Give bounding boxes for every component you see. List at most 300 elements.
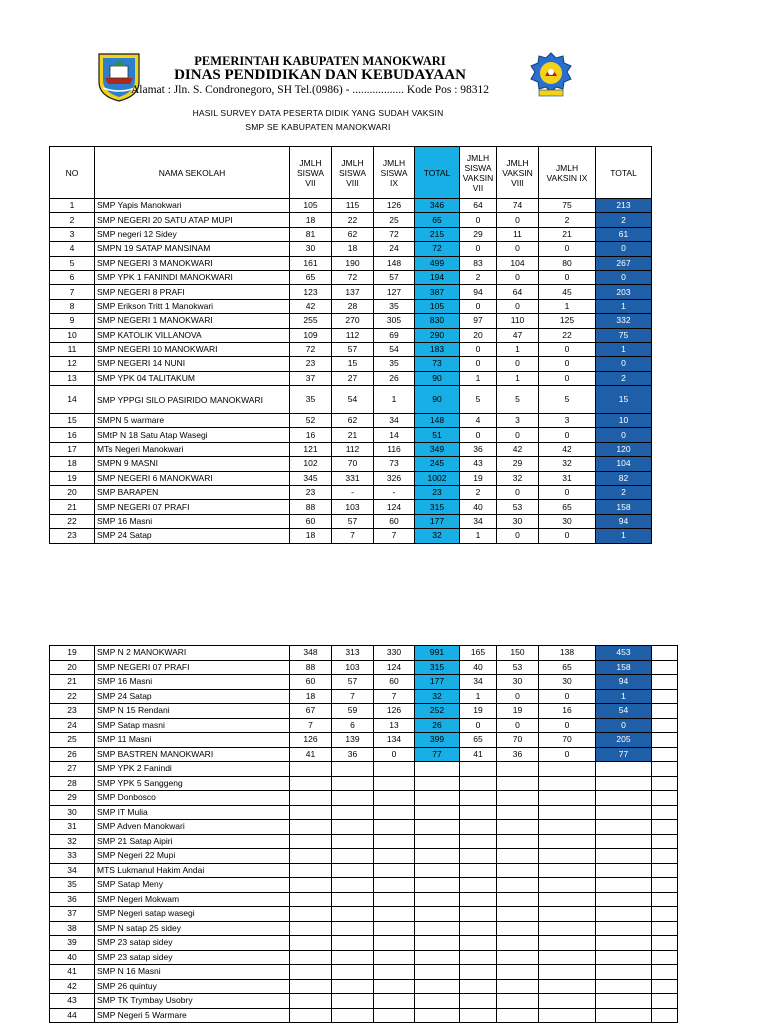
- table-row: [50, 646, 678, 661]
- spare-cell: [652, 849, 678, 864]
- total-students-cell: 183: [415, 342, 460, 356]
- row-number-cell: 10: [50, 328, 95, 342]
- vaccinated-viii-cell: 0: [497, 486, 539, 500]
- vaccinated-ix-cell: [539, 994, 596, 1009]
- students-ix-cell: [374, 878, 415, 893]
- total-vaccinated-cell: [596, 892, 652, 907]
- students-ix-cell: [374, 979, 415, 994]
- school-name-cell: SMP N 2 MANOKWARI: [95, 646, 290, 661]
- students-vii-cell: 123: [290, 285, 332, 299]
- vaccinated-vii-cell: [460, 950, 497, 965]
- students-vii-cell: [290, 805, 332, 820]
- row-number-cell: 39: [50, 936, 95, 951]
- row-number-cell: 41: [50, 965, 95, 980]
- students-viii-cell: 7: [332, 689, 374, 704]
- row-number-cell: 30: [50, 805, 95, 820]
- vaccinated-viii-cell: 29: [497, 457, 539, 471]
- vaccinated-ix-cell: 30: [539, 514, 596, 528]
- vaccinated-viii-cell: [497, 791, 539, 806]
- vaccinated-vii-cell: [460, 878, 497, 893]
- vaccinated-ix-cell: 65: [539, 660, 596, 675]
- vaccinated-ix-cell: 65: [539, 500, 596, 514]
- total-students-cell: 90: [415, 386, 460, 414]
- table-row: [50, 907, 678, 922]
- vaccinated-ix-cell: 0: [539, 371, 596, 385]
- spare-cell: [652, 994, 678, 1009]
- vaccinated-ix-cell: [539, 936, 596, 951]
- students-vii-cell: 35: [290, 386, 332, 414]
- total-vaccinated-cell: 2: [596, 371, 652, 385]
- row-number-cell: 23: [50, 529, 95, 543]
- total-students-cell: [415, 936, 460, 951]
- total-students-cell: [415, 820, 460, 835]
- students-viii-cell: [332, 892, 374, 907]
- school-name-cell: SMP 23 satap sidey: [95, 950, 290, 965]
- vaccinated-vii-cell: [460, 994, 497, 1009]
- total-students-cell: [415, 863, 460, 878]
- students-vii-cell: [290, 907, 332, 922]
- students-viii-cell: 22: [332, 213, 374, 227]
- students-ix-cell: 124: [374, 500, 415, 514]
- school-name-cell: SMP 16 Masni: [95, 514, 290, 528]
- vaccinated-viii-cell: [497, 979, 539, 994]
- students-viii-cell: 57: [332, 514, 374, 528]
- row-number-cell: 16: [50, 428, 95, 442]
- row-number-cell: 22: [50, 689, 95, 704]
- table-row: [50, 936, 678, 951]
- vaccinated-vii-cell: [460, 762, 497, 777]
- vaccinated-viii-cell: 64: [497, 285, 539, 299]
- students-vii-cell: 23: [290, 486, 332, 500]
- table-row: [50, 529, 652, 543]
- table-row: [50, 285, 652, 299]
- row-number-cell: 1: [50, 199, 95, 213]
- students-ix-cell: 60: [374, 514, 415, 528]
- students-vii-cell: [290, 791, 332, 806]
- students-ix-cell: 148: [374, 256, 415, 270]
- students-viii-cell: -: [332, 486, 374, 500]
- vaccinated-vii-cell: [460, 965, 497, 980]
- table-row: [50, 994, 678, 1009]
- school-name-cell: SMP Donbosco: [95, 791, 290, 806]
- students-vii-cell: [290, 936, 332, 951]
- total-students-cell: 245: [415, 457, 460, 471]
- table-row: [50, 747, 678, 762]
- row-number-cell: 31: [50, 820, 95, 835]
- students-viii-cell: 331: [332, 471, 374, 485]
- vaccinated-viii-cell: 1: [497, 342, 539, 356]
- total-students-cell: 387: [415, 285, 460, 299]
- table-row: [50, 357, 652, 371]
- table-row: [50, 486, 652, 500]
- vaccination-table-primary: [49, 146, 652, 544]
- students-viii-cell: 139: [332, 733, 374, 748]
- header-vaccinated-ix: JMLH VAKSIN IX: [539, 147, 596, 199]
- vaccinated-ix-cell: 3: [539, 414, 596, 428]
- vaccinated-ix-cell: [539, 776, 596, 791]
- table-row: [50, 776, 678, 791]
- vaccinated-viii-cell: 42: [497, 442, 539, 456]
- vaccinated-vii-cell: 41: [460, 747, 497, 762]
- students-vii-cell: 18: [290, 213, 332, 227]
- row-number-cell: 7: [50, 285, 95, 299]
- students-viii-cell: 190: [332, 256, 374, 270]
- vaccinated-viii-cell: 30: [497, 675, 539, 690]
- students-ix-cell: [374, 805, 415, 820]
- students-vii-cell: 72: [290, 342, 332, 356]
- vaccinated-viii-cell: 5: [497, 386, 539, 414]
- students-vii-cell: [290, 979, 332, 994]
- students-viii-cell: [332, 1008, 374, 1023]
- total-vaccinated-cell: [596, 791, 652, 806]
- vaccinated-viii-cell: [497, 936, 539, 951]
- table-row: [50, 704, 678, 719]
- total-students-cell: 177: [415, 514, 460, 528]
- students-ix-cell: 126: [374, 704, 415, 719]
- vaccinated-viii-cell: 0: [497, 213, 539, 227]
- vaccinated-viii-cell: 0: [497, 428, 539, 442]
- school-name-cell: SMP NEGERI 14 NUNI: [95, 357, 290, 371]
- vaccinated-ix-cell: 70: [539, 733, 596, 748]
- row-number-cell: 9: [50, 314, 95, 328]
- students-ix-cell: [374, 950, 415, 965]
- row-number-cell: 40: [50, 950, 95, 965]
- students-vii-cell: 88: [290, 660, 332, 675]
- table-row: [50, 500, 652, 514]
- spare-cell: [652, 660, 678, 675]
- school-name-cell: SMPN 5 warmare: [95, 414, 290, 428]
- vaccinated-ix-cell: [539, 863, 596, 878]
- students-viii-cell: [332, 936, 374, 951]
- vaccinated-ix-cell: 80: [539, 256, 596, 270]
- vaccinated-vii-cell: 19: [460, 471, 497, 485]
- row-number-cell: 5: [50, 256, 95, 270]
- table-row: [50, 921, 678, 936]
- vaccinated-viii-cell: 0: [497, 357, 539, 371]
- table-row: [50, 863, 678, 878]
- total-vaccinated-cell: 267: [596, 256, 652, 270]
- row-number-cell: 33: [50, 849, 95, 864]
- students-ix-cell: 126: [374, 199, 415, 213]
- table-row: [50, 660, 678, 675]
- survey-subtitle: SMP SE KABUPATEN MANOKWARI: [245, 122, 391, 132]
- vaccinated-viii-cell: 3: [497, 414, 539, 428]
- school-name-cell: SMP NEGERI 3 MANOKWARI: [95, 256, 290, 270]
- table-row: [50, 979, 678, 994]
- vaccinated-ix-cell: 16: [539, 704, 596, 719]
- vaccinated-viii-cell: 150: [497, 646, 539, 661]
- vaccinated-viii-cell: 0: [497, 270, 539, 284]
- students-ix-cell: 326: [374, 471, 415, 485]
- spare-cell: [652, 907, 678, 922]
- row-number-cell: 19: [50, 471, 95, 485]
- vaccinated-ix-cell: 5: [539, 386, 596, 414]
- school-name-cell: SMP NEGERI 07 PRAFI: [95, 660, 290, 675]
- vaccinated-viii-cell: [497, 965, 539, 980]
- students-ix-cell: [374, 994, 415, 1009]
- row-number-cell: 19: [50, 646, 95, 661]
- vaccinated-ix-cell: 0: [539, 357, 596, 371]
- spare-cell: [652, 892, 678, 907]
- students-viii-cell: 112: [332, 328, 374, 342]
- students-ix-cell: 127: [374, 285, 415, 299]
- vaccinated-ix-cell: [539, 762, 596, 777]
- vaccinated-vii-cell: 0: [460, 242, 497, 256]
- header-no: NO: [50, 147, 95, 199]
- vaccinated-viii-cell: [497, 907, 539, 922]
- spare-cell: [652, 1008, 678, 1023]
- row-number-cell: 23: [50, 704, 95, 719]
- vaccinated-viii-cell: 0: [497, 718, 539, 733]
- total-vaccinated-cell: 82: [596, 471, 652, 485]
- vaccinated-vii-cell: [460, 936, 497, 951]
- vaccinated-vii-cell: 0: [460, 428, 497, 442]
- students-viii-cell: [332, 921, 374, 936]
- vaccinated-vii-cell: 64: [460, 199, 497, 213]
- vaccinated-viii-cell: 11: [497, 227, 539, 241]
- vaccinated-vii-cell: 165: [460, 646, 497, 661]
- total-vaccinated-cell: [596, 1008, 652, 1023]
- school-name-cell: SMP NEGERI 1 MANOKWARI: [95, 314, 290, 328]
- spare-cell: [652, 747, 678, 762]
- total-students-cell: 290: [415, 328, 460, 342]
- total-vaccinated-cell: 203: [596, 285, 652, 299]
- total-students-cell: [415, 878, 460, 893]
- students-viii-cell: [332, 834, 374, 849]
- vaccinated-vii-cell: 65: [460, 733, 497, 748]
- total-vaccinated-cell: 158: [596, 500, 652, 514]
- vaccinated-vii-cell: [460, 863, 497, 878]
- table-row: [50, 834, 678, 849]
- vaccinated-ix-cell: 2: [539, 213, 596, 227]
- row-number-cell: 35: [50, 878, 95, 893]
- total-vaccinated-cell: 94: [596, 514, 652, 528]
- table-row: [50, 965, 678, 980]
- school-name-cell: SMP Yapis Manokwari: [95, 199, 290, 213]
- students-viii-cell: 36: [332, 747, 374, 762]
- total-students-cell: 32: [415, 689, 460, 704]
- header-vaccinated-vii: JMLH SISWA VAKSIN VII: [460, 147, 497, 199]
- row-number-cell: 34: [50, 863, 95, 878]
- total-vaccinated-cell: 2: [596, 213, 652, 227]
- total-vaccinated-cell: [596, 907, 652, 922]
- total-vaccinated-cell: [596, 994, 652, 1009]
- students-ix-cell: 7: [374, 689, 415, 704]
- vaccinated-vii-cell: 94: [460, 285, 497, 299]
- header-school-name: NAMA SEKOLAH: [95, 147, 290, 199]
- total-vaccinated-cell: 1: [596, 342, 652, 356]
- spare-cell: [652, 733, 678, 748]
- total-vaccinated-cell: [596, 805, 652, 820]
- students-ix-cell: [374, 849, 415, 864]
- total-students-cell: [415, 965, 460, 980]
- vaccinated-vii-cell: 34: [460, 675, 497, 690]
- vaccinated-vii-cell: 0: [460, 357, 497, 371]
- students-viii-cell: 103: [332, 500, 374, 514]
- students-viii-cell: 313: [332, 646, 374, 661]
- total-vaccinated-cell: 0: [596, 428, 652, 442]
- vaccinated-viii-cell: 1: [497, 371, 539, 385]
- row-number-cell: 2: [50, 213, 95, 227]
- total-students-cell: [415, 805, 460, 820]
- students-viii-cell: [332, 805, 374, 820]
- row-number-cell: 28: [50, 776, 95, 791]
- row-number-cell: 4: [50, 242, 95, 256]
- students-vii-cell: 255: [290, 314, 332, 328]
- vaccinated-ix-cell: 22: [539, 328, 596, 342]
- school-name-cell: SMP BARAPEN: [95, 486, 290, 500]
- spare-cell: [652, 834, 678, 849]
- students-ix-cell: [374, 863, 415, 878]
- vaccinated-vii-cell: 0: [460, 213, 497, 227]
- vaccinated-ix-cell: 0: [539, 689, 596, 704]
- vaccinated-viii-cell: 74: [497, 199, 539, 213]
- spare-cell: [652, 936, 678, 951]
- students-ix-cell: [374, 892, 415, 907]
- header-vaccinated-viii: JMLH VAKSIN VIII: [497, 147, 539, 199]
- table-row: [50, 371, 652, 385]
- total-vaccinated-cell: 0: [596, 718, 652, 733]
- row-number-cell: 15: [50, 414, 95, 428]
- spare-cell: [652, 965, 678, 980]
- total-students-cell: 90: [415, 371, 460, 385]
- total-vaccinated-cell: [596, 863, 652, 878]
- vaccinated-viii-cell: [497, 878, 539, 893]
- vaccinated-ix-cell: 0: [539, 270, 596, 284]
- students-ix-cell: 13: [374, 718, 415, 733]
- students-ix-cell: -: [374, 486, 415, 500]
- vaccinated-viii-cell: [497, 994, 539, 1009]
- vaccinated-ix-cell: 0: [539, 428, 596, 442]
- spare-cell: [652, 805, 678, 820]
- vaccinated-viii-cell: [497, 921, 539, 936]
- total-vaccinated-cell: 2: [596, 486, 652, 500]
- vaccinated-viii-cell: 47: [497, 328, 539, 342]
- row-number-cell: 13: [50, 371, 95, 385]
- tut-wuri-handayani-emblem-icon: [529, 52, 573, 98]
- students-vii-cell: [290, 965, 332, 980]
- vaccinated-vii-cell: 1: [460, 689, 497, 704]
- school-name-cell: SMtP N 18 Satu Atap Wasegi: [95, 428, 290, 442]
- students-viii-cell: [332, 979, 374, 994]
- vaccinated-vii-cell: [460, 849, 497, 864]
- students-vii-cell: [290, 878, 332, 893]
- school-name-cell: SMP YPK 5 Sanggeng: [95, 776, 290, 791]
- row-number-cell: 38: [50, 921, 95, 936]
- school-name-cell: SMPN 19 SATAP MANSINAM: [95, 242, 290, 256]
- total-students-cell: [415, 849, 460, 864]
- vaccinated-viii-cell: [497, 863, 539, 878]
- vaccinated-ix-cell: 42: [539, 442, 596, 456]
- vaccinated-viii-cell: 53: [497, 500, 539, 514]
- total-vaccinated-cell: 1: [596, 689, 652, 704]
- table-row: [50, 199, 652, 213]
- total-students-cell: 26: [415, 718, 460, 733]
- students-vii-cell: 121: [290, 442, 332, 456]
- table-row: [50, 386, 652, 414]
- total-vaccinated-cell: [596, 820, 652, 835]
- school-name-cell: SMP YPK 1 FANINDI MANOKWARI: [95, 270, 290, 284]
- total-students-cell: [415, 994, 460, 1009]
- row-number-cell: 43: [50, 994, 95, 1009]
- students-vii-cell: [290, 834, 332, 849]
- vaccinated-vii-cell: 34: [460, 514, 497, 528]
- students-ix-cell: [374, 921, 415, 936]
- row-number-cell: 18: [50, 457, 95, 471]
- vaccinated-viii-cell: [497, 849, 539, 864]
- vaccinated-vii-cell: 83: [460, 256, 497, 270]
- spare-cell: [652, 646, 678, 661]
- department-name: DINAS PENDIDIKAN DAN KEBUDAYAAN: [174, 67, 466, 83]
- total-vaccinated-cell: [596, 936, 652, 951]
- vaccinated-ix-cell: [539, 921, 596, 936]
- vaccinated-vii-cell: 97: [460, 314, 497, 328]
- students-vii-cell: [290, 950, 332, 965]
- vaccinated-viii-cell: [497, 805, 539, 820]
- vaccinated-vii-cell: [460, 979, 497, 994]
- school-name-cell: SMP Negeri 22 Mupi: [95, 849, 290, 864]
- total-vaccinated-cell: [596, 849, 652, 864]
- spare-cell: [652, 762, 678, 777]
- students-vii-cell: [290, 892, 332, 907]
- total-students-cell: [415, 776, 460, 791]
- total-students-cell: 73: [415, 357, 460, 371]
- table-row: [50, 328, 652, 342]
- row-number-cell: 14: [50, 386, 95, 414]
- table-header-row: [50, 147, 652, 199]
- spare-cell: [652, 979, 678, 994]
- vaccinated-viii-cell: 36: [497, 747, 539, 762]
- students-vii-cell: 81: [290, 227, 332, 241]
- table-row: [50, 442, 652, 456]
- students-vii-cell: 60: [290, 675, 332, 690]
- students-vii-cell: 16: [290, 428, 332, 442]
- total-vaccinated-cell: 104: [596, 457, 652, 471]
- students-ix-cell: 25: [374, 213, 415, 227]
- students-ix-cell: 26: [374, 371, 415, 385]
- vaccinated-vii-cell: 1: [460, 529, 497, 543]
- total-students-cell: [415, 791, 460, 806]
- vaccinated-ix-cell: 0: [539, 718, 596, 733]
- row-number-cell: 42: [50, 979, 95, 994]
- row-number-cell: 12: [50, 357, 95, 371]
- students-viii-cell: [332, 762, 374, 777]
- spare-cell: [652, 791, 678, 806]
- vaccinated-ix-cell: [539, 950, 596, 965]
- vaccinated-viii-cell: [497, 892, 539, 907]
- total-students-cell: 252: [415, 704, 460, 719]
- total-students-cell: 346: [415, 199, 460, 213]
- table-row: [50, 227, 652, 241]
- total-students-cell: 77: [415, 747, 460, 762]
- total-vaccinated-cell: 332: [596, 314, 652, 328]
- spare-cell: [652, 689, 678, 704]
- vaccinated-vii-cell: [460, 1008, 497, 1023]
- row-number-cell: 3: [50, 227, 95, 241]
- table-row: [50, 457, 652, 471]
- total-students-cell: 72: [415, 242, 460, 256]
- vaccinated-ix-cell: [539, 907, 596, 922]
- vaccinated-vii-cell: 2: [460, 486, 497, 500]
- students-viii-cell: 15: [332, 357, 374, 371]
- students-ix-cell: 330: [374, 646, 415, 661]
- students-vii-cell: 126: [290, 733, 332, 748]
- header-total-vaccinated: TOTAL: [596, 147, 652, 199]
- students-ix-cell: [374, 776, 415, 791]
- school-name-cell: SMP KATOLIK VILLANOVA: [95, 328, 290, 342]
- students-viii-cell: 103: [332, 660, 374, 675]
- vaccinated-ix-cell: [539, 892, 596, 907]
